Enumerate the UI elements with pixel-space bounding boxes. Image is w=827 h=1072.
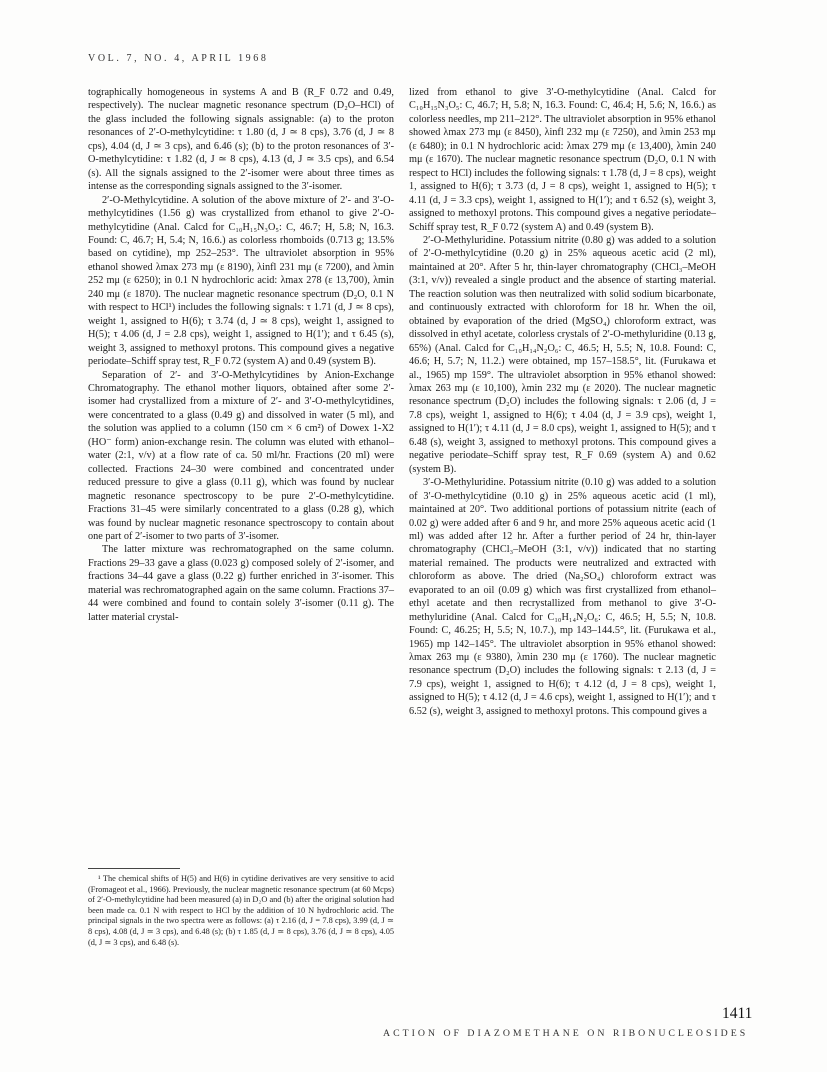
left-column	[88, 86, 394, 624]
footnote-1: ¹ The chemical shifts of H(5) and H(6) in cytidine derivatives are very sensitive to acid (Fromageot et al., 1966). Previously, the nuclear magnetic resonance spectrum (at 60 Mcps) of 2′-O-methylcytidine had been measured (a) in D₂O and (b) after the original solution had been made ca. 0.1 N with respect to HCl by the addition of 10 N hydrochloric acid. The principal signals in the two spectra were as follows: (a) τ 2.16 (d, J = 7.8 cps), 3.99 (d, J ≃ 8 cps), 4.08 (d, J ≃ 3 cps), and 6.48 (s); (b) τ 1.85 (d, J ≃ 8 cps), 3.76 (d, J ≃ 8 cps), 4.05 (d, J ≃ 3 cps), and 6.48 (s).	[88, 874, 394, 947]
paragraph-2-o-methylcytidine: 2′-O-Methylcytidine. A solution of the above mixture of 2′- and 3′-O-methylcytidines (1.56 g) was crystallized from ethanol to give 2′-O-methylcytidine (Anal. Calcd for C₁₀H₁₅N₃O₅: C, 46.7; H, 5.8; N, 16.3. Found: C, 46.7; H, 5.4; N, 16.6.) as colorless rhomboids (0.713 g; 13.5% based on cytidine), mp 252–253°. The ultraviolet absorption in 95% ethanol showed λmax 273 mμ (ε 8190), λinfl 231 mμ (ε 7200), and λmin 252 mμ (ε 6250); in 0.1 N hydrochloric acid: λmax 278 (ε 13,700), λmin 240 mμ (ε 1870). The nuclear magnetic resonance spectrum (D₂O, 0.1 N with respect to HCl¹) includes the following signals: τ 1.71 (d, J ≃ 8 cps), weight 1, assigned to H(6); τ 3.74 (d, J ≃ 8 cps), weight 1, assigned to H(5); τ 4.06 (d, J = 2.8 cps), weight 1, assigned to H(1′); and τ 6.45 (s), weight 3, assigned to methoxyl protons. This compound gives a negative periodate–Schiff spray test, R_F 0.72 (system A) and 0.49 (system B).	[88, 194, 394, 368]
footnote	[88, 874, 394, 948]
paragraph-glass-nmr: tographically homogeneous in systems A and B (R_F 0.72 and 0.49, respectively). The nuclear magnetic resonance spectrum (D₂O–HCl) of the glass included the following signals assignable: (a) to the proton resonances of 2′-O-methylcytidine: τ 1.80 (d, J ≃ 8 cps), 3.76 (d, J ≃ 8 cps), 4.04 (d, J ≃ 3 cps), and 6.46 (s); (b) to the proton resonances of 3′-O-methylcytidine: τ 1.82 (d, J ≃ 8 cps), 4.13 (d, J ≃ 3.5 cps), and 6.54 (s). All the signals assigned to the 2′-isomer were about three times as intense as the corresponding signals assigned to the 3′-isomer.	[88, 87, 394, 193]
running-header: VOL. 7, NO. 4, APRIL 1968	[88, 53, 269, 64]
page-number: 1411	[722, 1005, 753, 1022]
right-column	[409, 86, 716, 718]
paragraph-anion-exchange-separation: Separation of 2′- and 3′-O-Methylcytidines by Anion-Exchange Chromatography. The ethanol mother liquors, obtained after some 2′-isomer had crystallized from a mixture of 2′- and 3′-O-methylcytidines, were concentrated to a glass (0.49 g) and dissolved in water (5 ml), and the solution was applied to a column (150 cm × 6 cm²) of Dowex 1-X2 (HO⁻ form) anion-exchange resin. The column was eluted with ethanol–water (2:1, v/v) at a flow rate of ca. 50 ml/hr. Fractions (20 ml) were collected. Fractions 24–30 were combined and concentrated under reduced pressure to give a glass (0.11 g), which was found by nuclear magnetic resonance spectroscopy to be pure 2′-O-methylcytidine. Fractions 31–45 were similarly concentrated to a glass (0.28 g), which was found by nuclear magnetic resonance spectroscopy to contain about one part of 2′-isomer to two parts of 3′-isomer.	[88, 369, 394, 542]
footnote-rule	[88, 868, 180, 869]
running-footer: ACTION OF DIAZOMETHANE ON RIBONUCLEOSIDES	[383, 1028, 749, 1039]
paragraph-rechromatography: The latter mixture was rechromatographed on the same column. Fractions 29–33 gave a glass (0.023 g) composed solely of 2′-isomer, and fractions 34–44 gave a glass (0.22 g) further enriched in 3′-isomer. This material was rechromatographed again on the same column. Fractions 37–44 were combined and found to contain solely 3′-isomer (0.11 g). The latter material crystal-	[88, 544, 394, 623]
paragraph-2-o-methyluridine: 2′-O-Methyluridine. Potassium nitrite (0.80 g) was added to a solution of 2′-O-methylcytidine (0.20 g) in 25% aqueous acetic acid (2 ml), maintained at 20°. After 5 hr, thin-layer chromatography (CHCl₃–MeOH (3:1, v/v)) revealed a single product and the absence of starting material. The reaction solution was then neutralized with solid sodium bicarbonate, and continuously extracted with chloroform for 18 hr. When the oil, obtained by evaporation of the dried (MgSO₄) chloroform extract, was dissolved in ethyl acetate, colorless crystals of 2′-O-methyluridine (0.13 g, 65%) (Anal. Calcd for C₁₀H₁₄N₂O₆: C, 46.5; H, 5.5; N, 10.8. Found: C, 46.6; H, 5.7; N, 11.2.) were obtained, mp 157–158.5°, lit. (Furukawa et al., 1965) mp 159°. The ultraviolet absorption in 95% ethanol showed: λmax 263 mμ (ε 10,100), λmin 232 mμ (ε 2020). The nuclear magnetic resonance spectrum (D₂O) includes the following signals: τ 2.06 (d, J = 7.8 cps), weight 1, assigned to H(6); τ 4.04 (d, J = 3.9 cps), weight 1, assigned to H(1′); τ 4.11 (d, J = 8.0 cps), weight 1, assigned to H(5); and τ 6.48 (s), weight 3, assigned to methoxyl protons. This compound gives a negative periodate–Schiff spray test, R_F 0.69 (system A) and 0.62 (system B).	[409, 234, 716, 475]
paragraph-3-o-methyluridine: 3′-O-Methyluridine. Potassium nitrite (0.10 g) was added to a solution of 3′-O-methylcytidine (0.10 g) in 25% aqueous acetic acid (1 ml), maintained at 20°. Two additional portions of potassium nitrite (each of 0.02 g) were added after 6 and 9 hr, and more 25% aqueous acetic acid (1 ml) was added after 12 hr. After a further period of 24 hr, thin-layer chromatography (CHCl₃–MeOH (3:1, v/v)) indicated that no starting material remained. The products were neutralized and extracted with chloroform as above. The dried (Na₂SO₄) chloroform extract was evaporated to an oil (0.09 g) which was first crystallized from ethanol–ethyl acetate and then recrystallized from methanol to give 3′-O-methyluridine (Anal. Calcd for C₁₀H₁₄N₂O₆: C, 46.5; H, 5.5; N, 10.8. Found: C, 46.25; H, 5.5; N, 10.7.), mp 143–144.5°, lit. (Furukawa et al., 1965) mp 142–145°. The ultraviolet absorption in 95% ethanol showed: λmax 263 mμ (ε 9380), λmin 230 mμ (ε 1760). The nuclear magnetic resonance spectrum (D₂O) includes the following signals: τ 2.13 (d, J = 7.9 cps), weight 1, assigned to H(6); τ 4.12 (d, J = 8 cps), weight 1, assigned to H(5); τ 4.12 (d, J = 4.6 cps), weight 1, assigned to H(1′); and τ 6.52 (s), weight 3, assigned to methoxyl protons. This compound gives a	[409, 477, 716, 717]
paragraph-3-o-methylcytidine: lized from ethanol to give 3′-O-methylcytidine (Anal. Calcd for C₁₀H₁₅N₃O₅: C, 46.7; H, 5.8; N, 16.3. Found: C, 46.4; H, 5.6; N, 16.6.) as colorless needles, mp 211–212°. The ultraviolet absorption in 95% ethanol showed λmax 273 mμ (ε 8450), λinfl 232 mμ (ε 7250), and λmin 253 mμ (ε 6480); in 0.1 N hydrochloric acid: λmax 279 mμ (ε 13,400), λmin 240 mμ (ε 1670). The nuclear magnetic resonance spectrum (D₂O, 0.1 N with respect to HCl) includes the following signals: τ 1.78 (d, J = 8 cps), weight 1, assigned to H(6); τ 3.73 (d, J = 8 cps), weight 1, assigned to H(5); τ 4.11 (d, J = 3.3 cps), weight 1, assigned to H(1′); and τ 6.52 (s), weight 3, assigned to methoxyl protons. This compound gives a negative periodate–Schiff spray test, R_F 0.72 (system A) and 0.49 (system B).	[409, 87, 716, 233]
